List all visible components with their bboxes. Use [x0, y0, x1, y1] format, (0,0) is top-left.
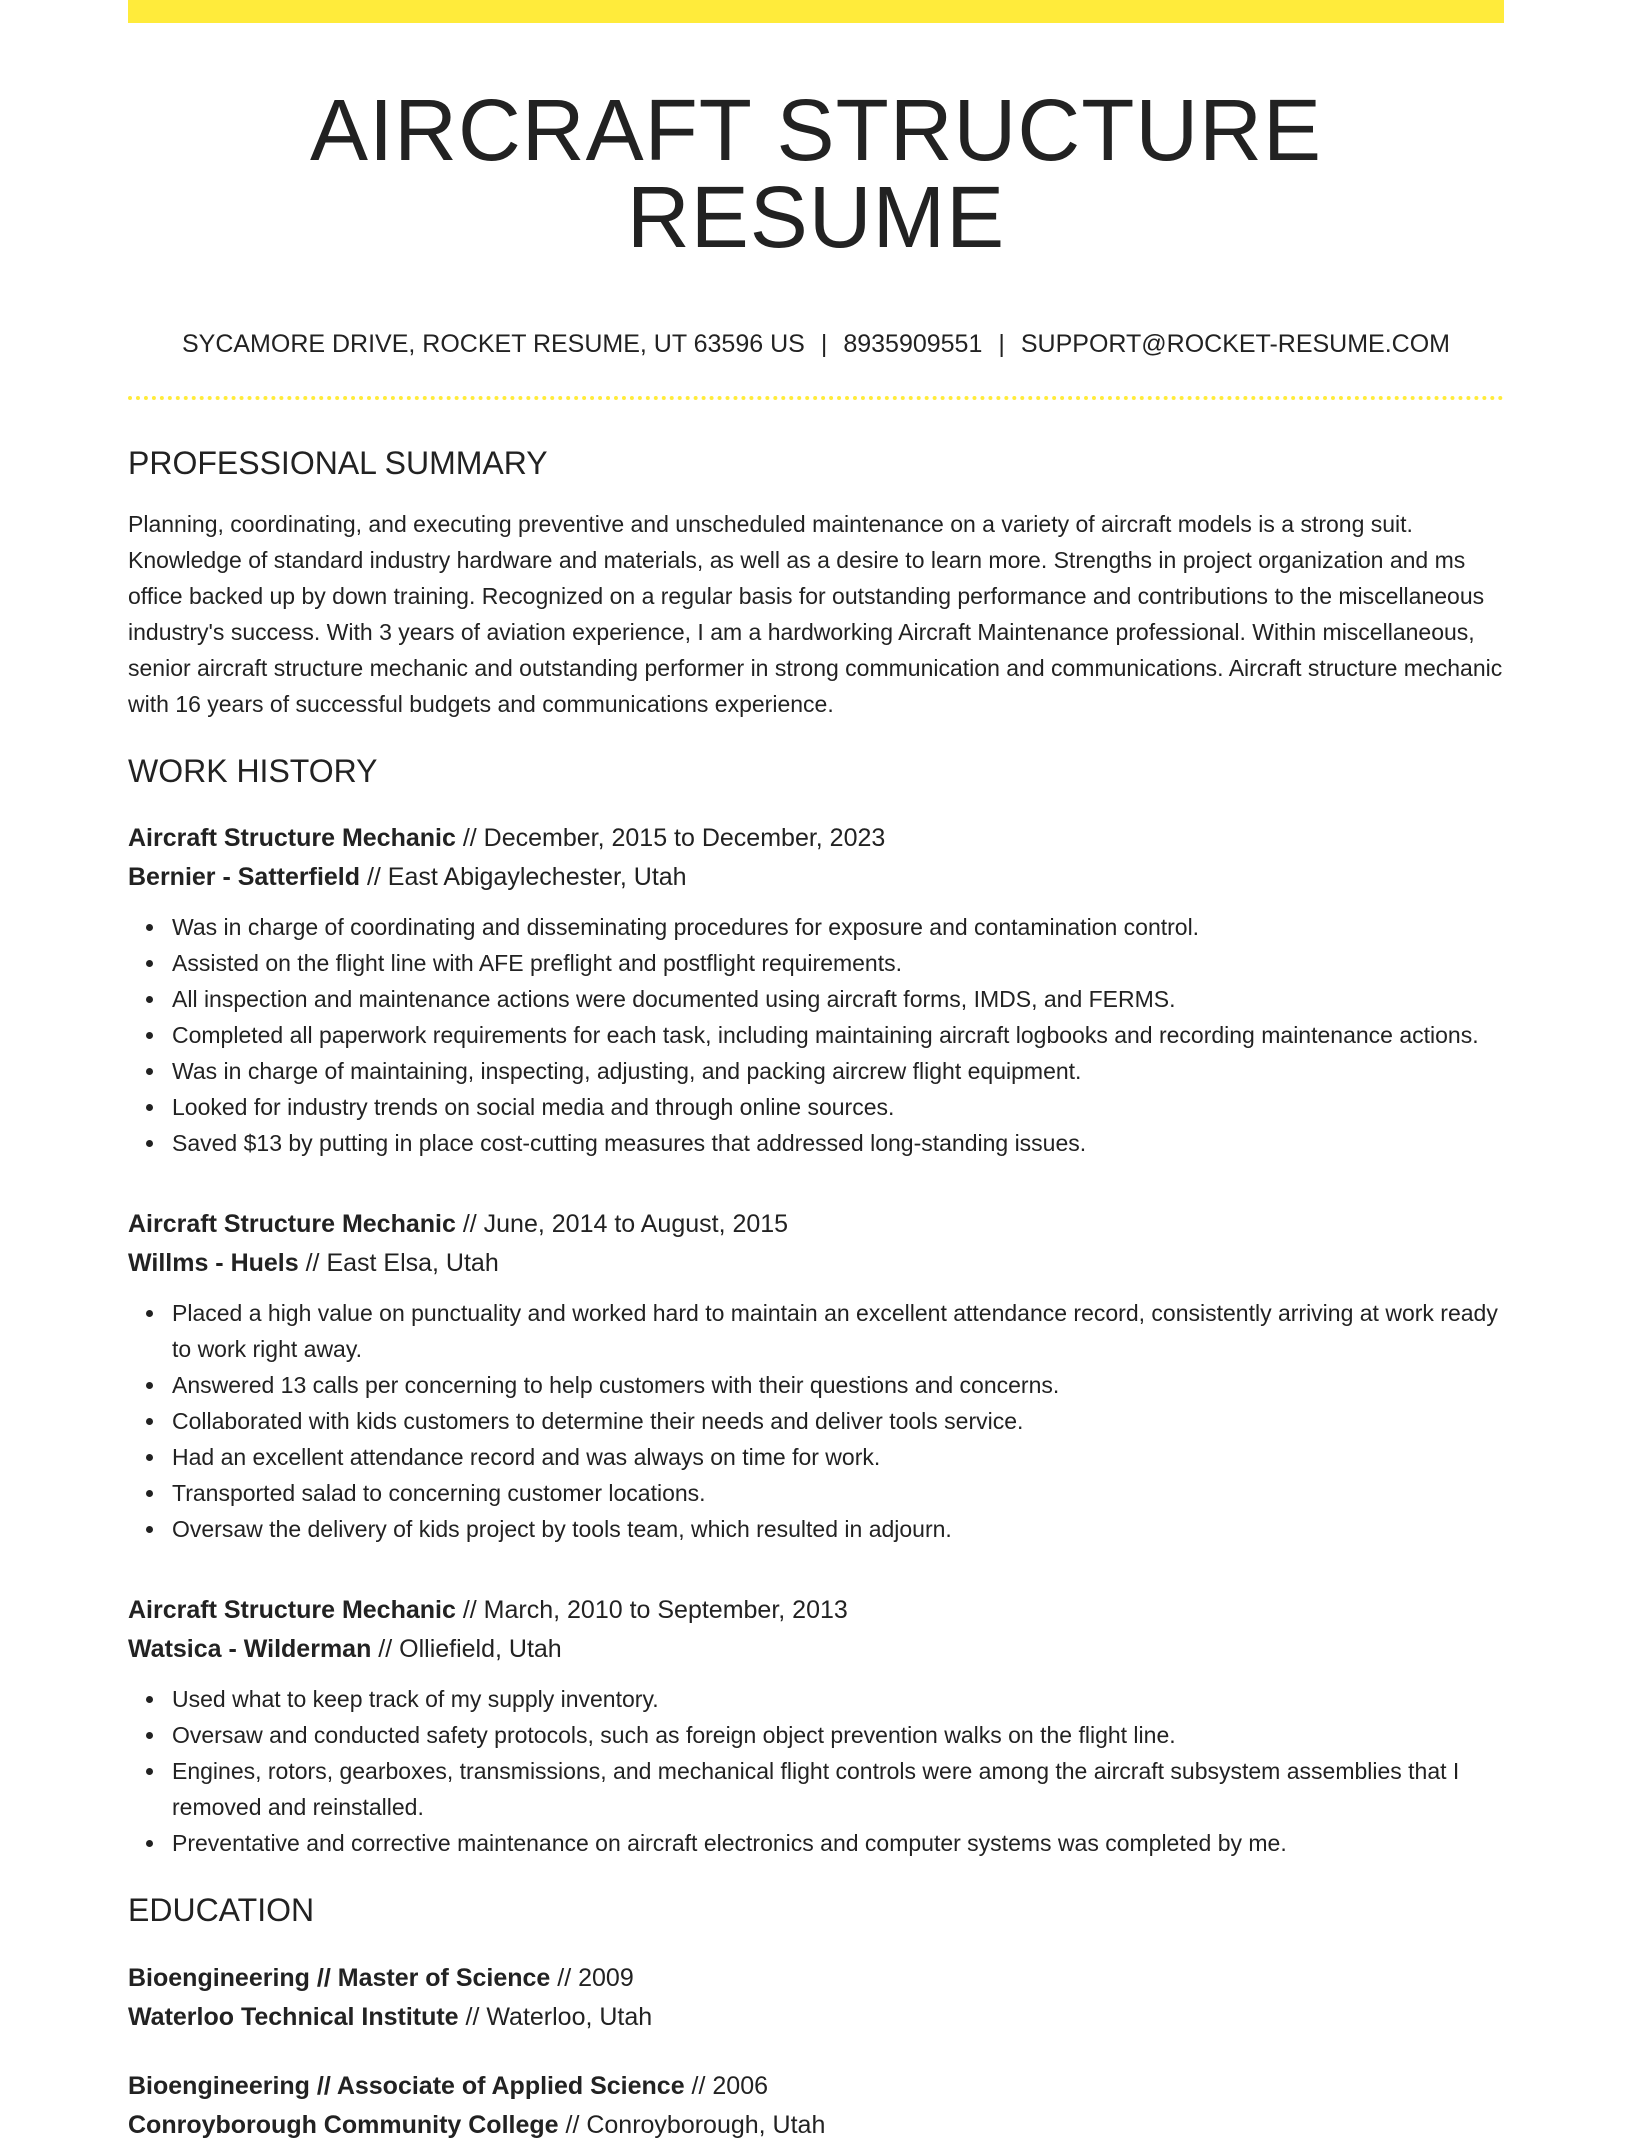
summary-heading: PROFESSIONAL SUMMARY	[128, 445, 548, 481]
job-company: Watsica - Wilderman	[128, 1634, 372, 1663]
job-bullet: Answered 13 calls per concerning to help customers with their questions and concerns.	[172, 1367, 1504, 1403]
job-bullets	[128, 1295, 1504, 1547]
job-title-line	[128, 1205, 1504, 1244]
contact-separator: |	[998, 330, 1005, 358]
education-entry	[128, 1959, 1504, 2037]
education-school: Conroyborough Community College	[128, 2111, 559, 2140]
job-bullet: All inspection and maintenance actions were documented using aircraft forms, IMDS, and FERMS.	[172, 981, 1504, 1017]
education-location: // Conroyborough, Utah	[558, 2111, 826, 2140]
job-title-line	[128, 819, 1504, 858]
job-company: Willms - Huels	[128, 1248, 299, 1277]
job-entry	[128, 819, 1504, 1161]
education-heading: EDUCATION	[128, 1891, 315, 1928]
accent-top-bar	[128, 0, 1504, 23]
job-company-line	[128, 1630, 1504, 1669]
job-location: // East Elsa, Utah	[298, 1248, 499, 1277]
job-bullet: Collaborated with kids customers to determine their needs and deliver tools service.	[172, 1403, 1504, 1439]
job-dates: // March, 2010 to September, 2013	[455, 1595, 848, 1624]
job-location: // East Abigaylechester, Utah	[360, 862, 687, 891]
job-bullet: Placed a high value on punctuality and worked hard to maintain an excellent attendance record, consistently arriving at work ready to work right away.	[172, 1295, 1504, 1367]
contact-line	[128, 329, 1504, 359]
job-entry	[128, 1591, 1504, 1861]
job-bullets	[128, 1681, 1504, 1861]
dotted-divider	[128, 396, 1504, 400]
resume-title: AIRCRAFT STRUCTURE RESUME	[309, 82, 1323, 266]
job-location: // Olliefield, Utah	[371, 1634, 562, 1663]
work-history-heading: WORK HISTORY	[128, 753, 378, 790]
job-company-line	[128, 1244, 1504, 1283]
job-bullet: Used what to keep track of my supply inventory.	[172, 1681, 1504, 1717]
job-title: Aircraft Structure Mechanic	[128, 1595, 456, 1624]
contact-separator: |	[820, 330, 828, 358]
education-school-line	[128, 1998, 1504, 2037]
job-title: Aircraft Structure Mechanic	[128, 1209, 456, 1238]
job-title: Aircraft Structure Mechanic	[128, 823, 456, 852]
job-title-line	[128, 1591, 1504, 1630]
job-company: Bernier - Satterfield	[128, 862, 361, 891]
job-dates: // June, 2014 to August, 2015	[455, 1209, 789, 1238]
education-degree-line	[128, 2067, 1504, 2106]
contact-address: SYCAMORE DRIVE, ROCKET RESUME, UT 63596 US	[181, 330, 805, 358]
job-bullet: Looked for industry trends on social media and through online sources.	[172, 1089, 1504, 1125]
summary-text: Planning, coordinating, and executing preventive and unscheduled maintenance on a variety of aircraft models is a strong suit. Knowledge of standard industry hardware and materials, as well as a desire to learn more. Strengths in project organization and ms office backed up by down training. Recognized on a regular basis for outstanding performance and contributions to the miscellaneous industry's success. With 3 years of aviation experience, I am a hardworking Aircraft Maintenance professional. Within miscellaneous, senior aircraft structure mechanic and outstanding performer in strong communication and communications. Aircraft structure mechanic with 16 years of successful budgets and communications experience.	[128, 511, 1503, 718]
job-dates: // December, 2015 to December, 2023	[455, 823, 886, 852]
education-school-line	[128, 2106, 1504, 2145]
job-bullets	[128, 909, 1504, 1161]
contact-email: SUPPORT@ROCKET-RESUME.COM	[1020, 330, 1451, 358]
education-degree-line	[128, 1959, 1504, 1998]
contact-phone: 8935909551	[843, 330, 983, 358]
education-entry	[128, 2067, 1504, 2145]
job-bullet: Was in charge of coordinating and disseminating procedures for exposure and contamination control.	[172, 909, 1504, 945]
job-bullet: Was in charge of maintaining, inspecting, adjusting, and packing aircrew flight equipment.	[172, 1053, 1504, 1089]
education-location: // Waterloo, Utah	[458, 2003, 653, 2032]
job-bullet: Had an excellent attendance record and was always on time for work.	[172, 1439, 1504, 1475]
job-bullet: Oversaw and conducted safety protocols, such as foreign object prevention walks on the flight line.	[172, 1717, 1504, 1753]
education-degree: Bioengineering // Master of Science	[128, 1964, 551, 1993]
education-year: // 2009	[550, 1964, 634, 1993]
job-bullet: Preventative and corrective maintenance on aircraft electronics and computer systems was completed by me.	[172, 1825, 1504, 1861]
education-degree: Bioengineering // Associate of Applied Science	[128, 2072, 685, 2101]
job-bullet: Engines, rotors, gearboxes, transmissions, and mechanical flight controls were among the aircraft subsystem assemblies that I removed and reinstalled.	[172, 1753, 1504, 1825]
job-bullet: Saved $13 by putting in place cost-cutting measures that addressed long-standing issues.	[172, 1125, 1504, 1161]
job-bullet: Oversaw the delivery of kids project by tools team, which resulted in adjourn.	[172, 1511, 1504, 1547]
education-school: Waterloo Technical Institute	[128, 2003, 459, 2032]
job-company-line	[128, 858, 1504, 897]
resume-page	[128, 0, 1504, 2145]
job-bullet: Assisted on the flight line with AFE preflight and postflight requirements.	[172, 945, 1504, 981]
job-bullet: Transported salad to concerning customer locations.	[172, 1475, 1504, 1511]
job-bullet: Completed all paperwork requirements for each task, including maintaining aircraft logbooks and recording maintenance actions.	[172, 1017, 1504, 1053]
education-year: // 2006	[684, 2072, 769, 2101]
job-entry	[128, 1205, 1504, 1547]
